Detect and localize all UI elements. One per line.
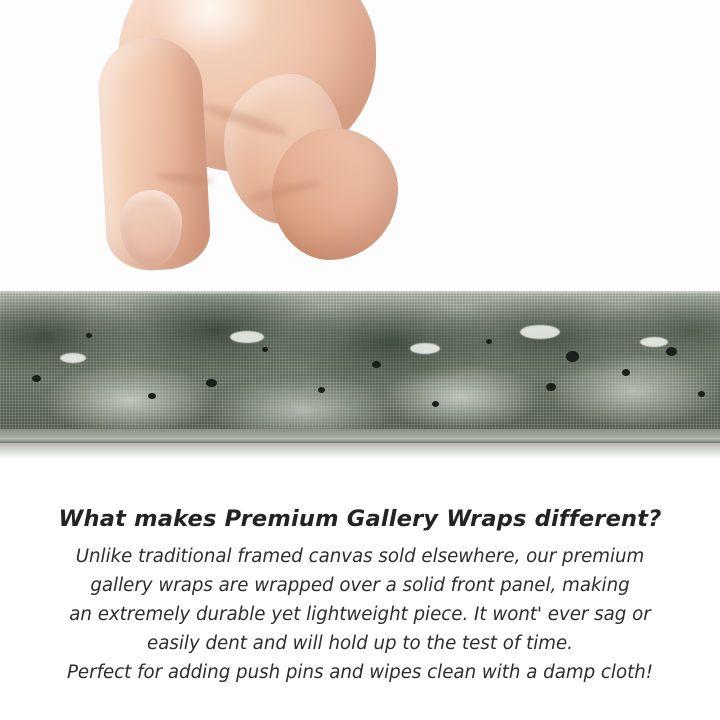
caption-line: Perfect for adding push pins and wipes clean with a damp cloth! [66, 662, 654, 683]
hand-photo-area [0, 0, 720, 292]
canvas-speck [86, 333, 92, 338]
canvas-speck [432, 401, 439, 407]
canvas-speck [262, 347, 268, 352]
canvas-speck [666, 347, 677, 356]
canvas-speck [372, 361, 381, 368]
canvas-speck [698, 391, 705, 397]
canvas-top-edge [0, 291, 720, 294]
canvas-light-patch [410, 343, 440, 354]
caption-title: What makes Premium Gallery Wraps different? [58, 506, 662, 532]
canvas-speck [566, 351, 579, 362]
canvas-drop-shadow [0, 443, 720, 459]
canvas-light-patch [60, 353, 86, 363]
canvas-bottom-edge [0, 429, 720, 443]
caption-block [0, 462, 720, 687]
canvas-light-patch [640, 337, 668, 347]
canvas-wrap-edge [0, 291, 720, 443]
canvas-light-patch [230, 331, 264, 343]
canvas-light-patch [520, 325, 560, 339]
canvas-speck [32, 375, 41, 382]
hand-illustration [96, 0, 396, 292]
canvas-speck [546, 383, 556, 391]
canvas-speck [148, 393, 156, 399]
canvas-speck [206, 379, 217, 387]
caption-line: easily dent and will hold up to the test of time. [147, 633, 573, 654]
canvas-speck [622, 369, 630, 376]
caption-line: an extremely durable yet lightweight piece. It wont' ever sag or [69, 604, 651, 625]
canvas-texture [0, 291, 720, 443]
canvas-speck [318, 387, 325, 393]
caption-line: gallery wraps are wrapped over a solid front panel, making [90, 575, 630, 596]
caption-line: Unlike traditional framed canvas sold elsewhere, our premium [75, 546, 645, 567]
caption-body [50, 542, 670, 687]
canvas-speck [486, 339, 492, 344]
